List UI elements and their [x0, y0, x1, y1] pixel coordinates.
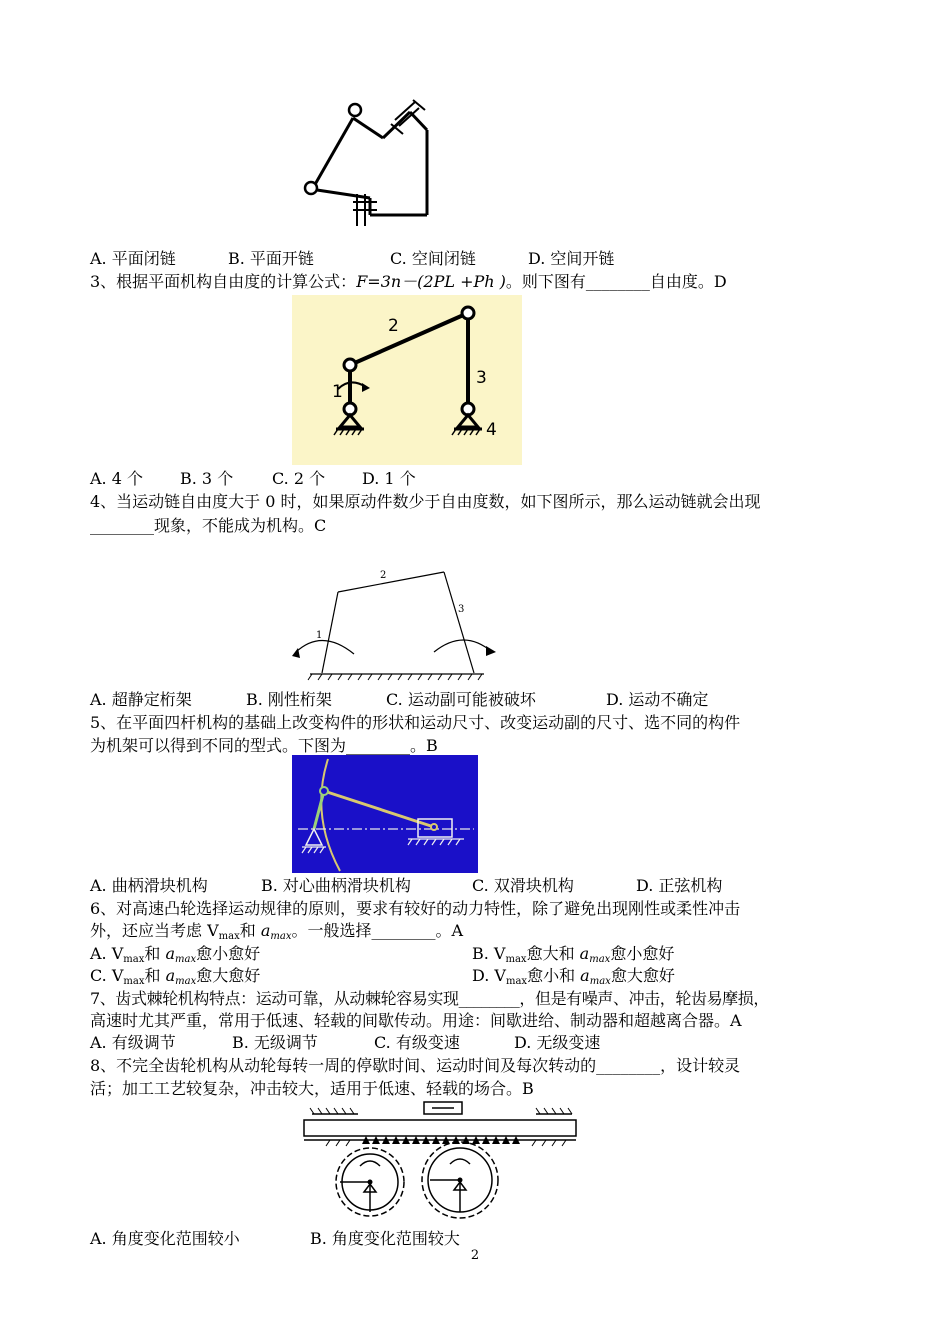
- q6-and: 和: [239, 921, 261, 940]
- q6-vmax-sub: max: [218, 931, 240, 942]
- q2-option-c: C. 空间闭链: [390, 249, 476, 268]
- q5-option-d: D. 正弦机构: [636, 876, 723, 895]
- q6-opt-a-v: A. V: [90, 944, 124, 963]
- q6-amax-sub: max: [270, 931, 292, 942]
- q4-line-2: ________现象，不能成为机构。C: [90, 516, 327, 535]
- page-number: 2: [470, 1248, 480, 1263]
- q6-opt-d-asub: max: [589, 976, 611, 987]
- q6-opt-a-a: a: [165, 944, 176, 963]
- q3-option-c: C. 2 个: [272, 469, 326, 488]
- q3-option-a: A. 4 个: [90, 469, 143, 488]
- q6-line-2-blank: 。一般选择________。A: [291, 921, 464, 940]
- q2-options: [90, 248, 614, 270]
- q5-slider-crank-figure: [292, 755, 478, 873]
- q7-option-b: B. 无级调节: [232, 1033, 318, 1052]
- q4-option-a: A. 超静定桁架: [90, 690, 192, 709]
- q6-opt-c-v: C. V: [90, 966, 124, 985]
- q6-opt-a-and: 和: [144, 944, 166, 963]
- q4-option-d: D. 运动不确定: [606, 690, 709, 709]
- q5-line-1: 5、在平面四杆机构的基础上改变构件的形状和运动尺寸、改变运动副的尺寸、选不同的构件: [90, 713, 741, 732]
- q6-line-1: 6、对高速凸轮选择运动规律的原则，要求有较好的动力特性，除了避免出现刚性或柔性冲击: [90, 899, 741, 918]
- q6-opt-a-text: 愈小愈好: [196, 944, 261, 963]
- q3-formula: F=3n－(2PL +Ph ): [356, 272, 506, 291]
- q6-opt-b-text: 愈大和: [526, 944, 580, 963]
- q4-options: [90, 689, 708, 711]
- q5-option-a: A. 曲柄滑块机构: [90, 876, 208, 895]
- q6-opt-c-and: 和: [144, 966, 166, 985]
- q6-opt-d-sub: max: [505, 976, 528, 987]
- q8-option-a: A. 角度变化范围较小: [90, 1229, 240, 1248]
- q4-option-b: B. 刚性桁架: [246, 690, 332, 709]
- q6-opt-b-a: a: [579, 944, 590, 963]
- q3-options: [90, 468, 416, 490]
- q4-label-2: 2: [380, 570, 387, 581]
- q6-opt-a-asub: max: [175, 954, 197, 965]
- q8-options: [90, 1228, 460, 1250]
- q5-option-c: C. 双滑块机构: [472, 876, 574, 895]
- q7-line-1: 7、齿式棘轮机构特点：运动可靠，从动棘轮容易实现________，但是有噪声、冲击，轮齿易摩损，: [90, 989, 769, 1008]
- q3-label-2: 2: [388, 316, 399, 336]
- q3-stem-text: 3、根据平面机构自由度的计算公式：: [90, 272, 357, 291]
- q6-opt-c-sub: max: [123, 976, 145, 987]
- q8-gear-rack-figure: [300, 1100, 582, 1220]
- q6-a-symbol: a: [260, 921, 271, 940]
- q6-opt-c-a: a: [165, 966, 176, 985]
- q2-option-a: A. 平面闭链: [90, 249, 176, 268]
- q6-opt-b-asub: max: [589, 954, 611, 965]
- q8-line-1: 8、不完全齿轮机构从动轮每转一周的停歇时间、运动时间及每次转动的________，设计较灵: [90, 1056, 741, 1075]
- q5-option-b: B. 对心曲柄滑块机构: [261, 876, 411, 895]
- q2-option-b: B. 平面开链: [228, 249, 314, 268]
- q5-line-2: 为机架可以得到不同的型式。下图为________。B: [90, 736, 438, 755]
- q5-options: [90, 875, 722, 897]
- q3-option-b: B. 3 个: [180, 469, 234, 488]
- q7-line-2: 高速时尤其严重，常用于低速、轻载的间歇传动。用途：间歇进给、制动器和超越离合器。A: [90, 1011, 742, 1030]
- q3-option-d: D. 1 个: [362, 469, 416, 488]
- q3-label-1: 1: [332, 382, 343, 402]
- q6-opt-d-text: 愈小和: [527, 966, 581, 985]
- q6-opt-d-v: D. V: [472, 966, 506, 985]
- q3-four-bar-figure: [292, 295, 522, 465]
- q3-label-3: 3: [476, 368, 487, 388]
- q7-option-c: C. 有级变速: [374, 1033, 460, 1052]
- q4-option-c: C. 运动副可能被破坏: [386, 690, 536, 709]
- q6-opt-c-text: 愈大愈好: [196, 966, 261, 985]
- q7-option-a: A. 有级调节: [90, 1033, 176, 1052]
- q7-option-d: D. 无级变速: [514, 1033, 601, 1052]
- q8-line-2: 活；加工工艺较复杂，冲击较大，适用于低速、轻载的场合。B: [90, 1079, 534, 1098]
- q6-opt-a-sub: max: [123, 954, 145, 965]
- q4-label-1: 1: [316, 630, 323, 641]
- q7-options: [90, 1032, 600, 1054]
- q8-option-b: B. 角度变化范围较大: [310, 1229, 460, 1248]
- q6-opt-b-end: 愈小愈好: [610, 944, 675, 963]
- q4-line-1: 4、当运动链自由度大于 0 时，如果原动件数少于自由度数，如下图所示，那么运动链就会出现: [90, 492, 761, 511]
- q6-line-2-text: 外，还应当考虑 V: [90, 921, 219, 940]
- spatial-chain-figure: [295, 90, 445, 240]
- q3-stem: [90, 271, 727, 293]
- q2-option-d: D. 空间开链: [528, 249, 615, 268]
- q4-label-3: 3: [458, 604, 465, 615]
- q6-opt-b-v: B. V: [472, 944, 506, 963]
- q6-opt-b-sub: max: [505, 954, 527, 965]
- q6-opt-d-end: 愈大愈好: [610, 966, 675, 985]
- q6-opt-c-asub: max: [175, 976, 197, 987]
- q3-stem-blank: 。则下图有________自由度。D: [505, 272, 727, 291]
- q6-opt-d-a: a: [580, 966, 590, 985]
- q4-linkage-figure: [288, 560, 518, 690]
- q3-label-4: 4: [486, 420, 497, 440]
